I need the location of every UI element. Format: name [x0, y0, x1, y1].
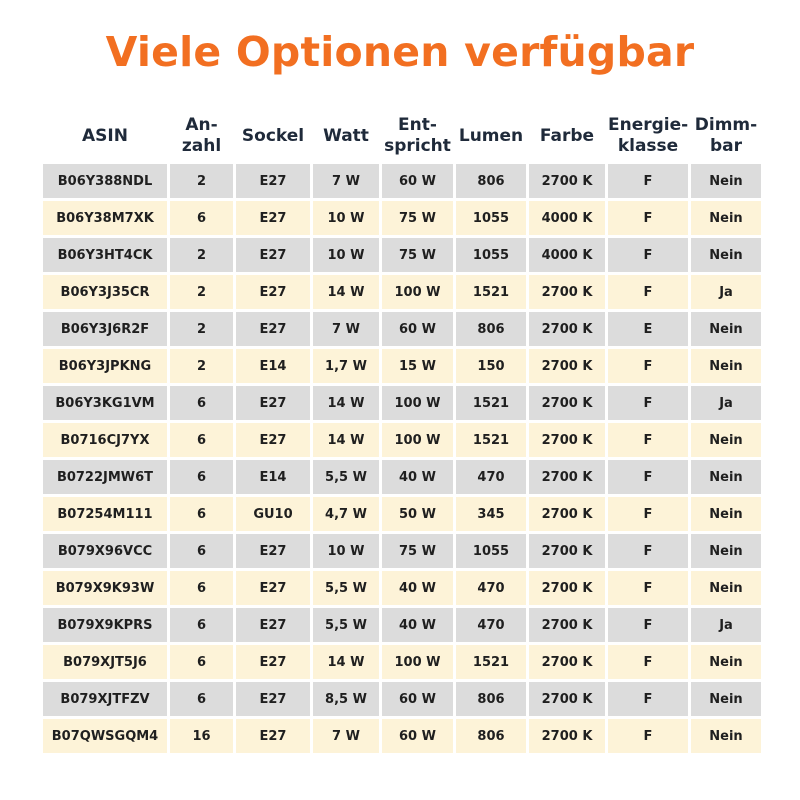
- cell-lumen: 345: [456, 497, 526, 531]
- table-row: [43, 534, 761, 568]
- cell-asin: B079X9K93W: [43, 571, 167, 605]
- cell-sockel: E27: [236, 201, 310, 235]
- cell-energieklasse: F: [608, 497, 688, 531]
- cell-asin: B0722JMW6T: [43, 460, 167, 494]
- table-row: [43, 460, 761, 494]
- cell-sockel: E27: [236, 608, 310, 642]
- cell-lumen: 150: [456, 349, 526, 383]
- cell-anzahl: 2: [170, 349, 233, 383]
- cell-farbe: 2700 K: [529, 682, 605, 716]
- header-sockel: Sockel: [241, 125, 305, 146]
- cell-entspricht: 60 W: [382, 719, 453, 753]
- table-row: [43, 423, 761, 457]
- cell-dimmbar: Nein: [691, 571, 761, 605]
- cell-lumen: 470: [456, 460, 526, 494]
- cell-dimmbar: Nein: [691, 238, 761, 272]
- cell-entspricht: 100 W: [382, 275, 453, 309]
- cell-dimmbar: Ja: [691, 608, 761, 642]
- cell-watt: 10 W: [313, 238, 379, 272]
- cell-lumen: 470: [456, 608, 526, 642]
- cell-watt: 10 W: [313, 201, 379, 235]
- cell-farbe: 2700 K: [529, 571, 605, 605]
- table-row: [43, 275, 761, 309]
- cell-energieklasse: F: [608, 275, 688, 309]
- cell-lumen: 1521: [456, 275, 526, 309]
- cell-energieklasse: F: [608, 238, 688, 272]
- cell-dimmbar: Nein: [691, 349, 761, 383]
- table-row: [43, 238, 761, 272]
- table-header-row: [43, 111, 761, 161]
- cell-asin: B079XJT5J6: [43, 645, 167, 679]
- cell-farbe: 4000 K: [529, 201, 605, 235]
- cell-sockel: E27: [236, 238, 310, 272]
- cell-dimmbar: Nein: [691, 682, 761, 716]
- cell-entspricht: 75 W: [382, 238, 453, 272]
- cell-energieklasse: F: [608, 460, 688, 494]
- header-lumen: Lumen: [458, 125, 524, 146]
- cell-dimmbar: Ja: [691, 275, 761, 309]
- cell-energieklasse: F: [608, 423, 688, 457]
- cell-watt: 5,5 W: [313, 571, 379, 605]
- table-row: [43, 645, 761, 679]
- header-farbe: Farbe: [539, 125, 595, 146]
- cell-anzahl: 6: [170, 423, 233, 457]
- cell-watt: 7 W: [313, 164, 379, 198]
- cell-energieklasse: F: [608, 682, 688, 716]
- cell-energieklasse: F: [608, 201, 688, 235]
- cell-entspricht: 60 W: [382, 682, 453, 716]
- cell-dimmbar: Nein: [691, 201, 761, 235]
- table-row: [43, 719, 761, 753]
- table-row: [43, 682, 761, 716]
- cell-watt: 8,5 W: [313, 682, 379, 716]
- cell-anzahl: 6: [170, 682, 233, 716]
- cell-lumen: 1055: [456, 201, 526, 235]
- cell-dimmbar: Nein: [691, 719, 761, 753]
- cell-farbe: 2700 K: [529, 719, 605, 753]
- cell-sockel: E27: [236, 571, 310, 605]
- cell-anzahl: 6: [170, 201, 233, 235]
- cell-entspricht: 50 W: [382, 497, 453, 531]
- cell-energieklasse: E: [608, 312, 688, 346]
- cell-watt: 14 W: [313, 275, 379, 309]
- cell-lumen: 1521: [456, 423, 526, 457]
- cell-energieklasse: F: [608, 534, 688, 568]
- cell-watt: 14 W: [313, 423, 379, 457]
- cell-watt: 14 W: [313, 645, 379, 679]
- cell-asin: B06Y38M7XK: [43, 201, 167, 235]
- cell-dimmbar: Nein: [691, 460, 761, 494]
- cell-energieklasse: F: [608, 608, 688, 642]
- cell-entspricht: 60 W: [382, 312, 453, 346]
- cell-lumen: 806: [456, 164, 526, 198]
- cell-farbe: 2700 K: [529, 497, 605, 531]
- cell-watt: 14 W: [313, 386, 379, 420]
- cell-sockel: E27: [236, 312, 310, 346]
- cell-lumen: 806: [456, 682, 526, 716]
- cell-anzahl: 6: [170, 497, 233, 531]
- cell-entspricht: 40 W: [382, 608, 453, 642]
- cell-asin: B06Y3JPKNG: [43, 349, 167, 383]
- cell-watt: 7 W: [313, 719, 379, 753]
- cell-sockel: E27: [236, 682, 310, 716]
- product-options-table: [40, 108, 764, 756]
- cell-entspricht: 60 W: [382, 164, 453, 198]
- cell-lumen: 1055: [456, 534, 526, 568]
- cell-energieklasse: F: [608, 719, 688, 753]
- cell-dimmbar: Ja: [691, 386, 761, 420]
- cell-sockel: E27: [236, 275, 310, 309]
- cell-lumen: 806: [456, 312, 526, 346]
- header-asin: ASIN: [82, 125, 128, 146]
- cell-asin: B0716CJ7YX: [43, 423, 167, 457]
- cell-anzahl: 6: [170, 460, 233, 494]
- cell-lumen: 1055: [456, 238, 526, 272]
- cell-watt: 5,5 W: [313, 608, 379, 642]
- cell-anzahl: 2: [170, 275, 233, 309]
- cell-energieklasse: F: [608, 386, 688, 420]
- cell-lumen: 1521: [456, 645, 526, 679]
- cell-farbe: 2700 K: [529, 312, 605, 346]
- cell-sockel: E27: [236, 164, 310, 198]
- cell-asin: B079XJTFZV: [43, 682, 167, 716]
- cell-sockel: E27: [236, 386, 310, 420]
- cell-farbe: 2700 K: [529, 608, 605, 642]
- cell-entspricht: 75 W: [382, 201, 453, 235]
- page-title: Viele Optionen verfügbar: [105, 28, 695, 76]
- cell-watt: 4,7 W: [313, 497, 379, 531]
- cell-anzahl: 6: [170, 571, 233, 605]
- cell-sockel: E27: [236, 534, 310, 568]
- cell-farbe: 2700 K: [529, 386, 605, 420]
- table-row: [43, 386, 761, 420]
- cell-entspricht: 100 W: [382, 645, 453, 679]
- header-energieklasse: Energie- klasse: [608, 115, 689, 156]
- cell-sockel: E27: [236, 719, 310, 753]
- cell-asin: B06Y3J6R2F: [43, 312, 167, 346]
- cell-lumen: 1521: [456, 386, 526, 420]
- cell-asin: B079X9KPRS: [43, 608, 167, 642]
- cell-asin: B07QWSGQM4: [43, 719, 167, 753]
- cell-dimmbar: Nein: [691, 312, 761, 346]
- table-body: [43, 164, 761, 753]
- cell-anzahl: 6: [170, 645, 233, 679]
- table-row: [43, 571, 761, 605]
- cell-energieklasse: F: [608, 645, 688, 679]
- header-watt: Watt: [323, 125, 369, 146]
- cell-farbe: 2700 K: [529, 645, 605, 679]
- cell-entspricht: 40 W: [382, 460, 453, 494]
- table-row: [43, 349, 761, 383]
- cell-lumen: 470: [456, 571, 526, 605]
- cell-energieklasse: F: [608, 571, 688, 605]
- cell-dimmbar: Nein: [691, 534, 761, 568]
- cell-farbe: 4000 K: [529, 238, 605, 272]
- cell-sockel: GU10: [236, 497, 310, 531]
- cell-anzahl: 16: [170, 719, 233, 753]
- cell-sockel: E14: [236, 460, 310, 494]
- table-row: [43, 164, 761, 198]
- cell-sockel: E27: [236, 423, 310, 457]
- cell-asin: B06Y3J35CR: [43, 275, 167, 309]
- cell-dimmbar: Nein: [691, 164, 761, 198]
- cell-anzahl: 2: [170, 238, 233, 272]
- header-dimmbar: Dimm- bar: [694, 115, 758, 156]
- cell-anzahl: 6: [170, 386, 233, 420]
- table-row: [43, 608, 761, 642]
- table-row: [43, 497, 761, 531]
- cell-farbe: 2700 K: [529, 275, 605, 309]
- cell-asin: B06Y3KG1VM: [43, 386, 167, 420]
- cell-anzahl: 6: [170, 534, 233, 568]
- cell-sockel: E27: [236, 645, 310, 679]
- cell-entspricht: 100 W: [382, 423, 453, 457]
- cell-entspricht: 100 W: [382, 386, 453, 420]
- cell-entspricht: 75 W: [382, 534, 453, 568]
- cell-entspricht: 15 W: [382, 349, 453, 383]
- header-anzahl: An- zahl: [181, 115, 222, 156]
- cell-anzahl: 6: [170, 608, 233, 642]
- cell-dimmbar: Nein: [691, 497, 761, 531]
- cell-dimmbar: Nein: [691, 645, 761, 679]
- header-entspricht: Ent- spricht: [384, 115, 451, 156]
- cell-farbe: 2700 K: [529, 460, 605, 494]
- table-row: [43, 312, 761, 346]
- table-row: [43, 201, 761, 235]
- cell-watt: 10 W: [313, 534, 379, 568]
- cell-energieklasse: F: [608, 349, 688, 383]
- cell-asin: B07254M111: [43, 497, 167, 531]
- cell-asin: B079X96VCC: [43, 534, 167, 568]
- cell-watt: 5,5 W: [313, 460, 379, 494]
- cell-asin: B06Y3HT4CK: [43, 238, 167, 272]
- cell-anzahl: 2: [170, 312, 233, 346]
- cell-dimmbar: Nein: [691, 423, 761, 457]
- cell-farbe: 2700 K: [529, 423, 605, 457]
- cell-watt: 7 W: [313, 312, 379, 346]
- cell-lumen: 806: [456, 719, 526, 753]
- cell-entspricht: 40 W: [382, 571, 453, 605]
- cell-energieklasse: F: [608, 164, 688, 198]
- cell-farbe: 2700 K: [529, 164, 605, 198]
- cell-farbe: 2700 K: [529, 349, 605, 383]
- cell-watt: 1,7 W: [313, 349, 379, 383]
- cell-asin: B06Y388NDL: [43, 164, 167, 198]
- cell-anzahl: 2: [170, 164, 233, 198]
- cell-farbe: 2700 K: [529, 534, 605, 568]
- cell-sockel: E14: [236, 349, 310, 383]
